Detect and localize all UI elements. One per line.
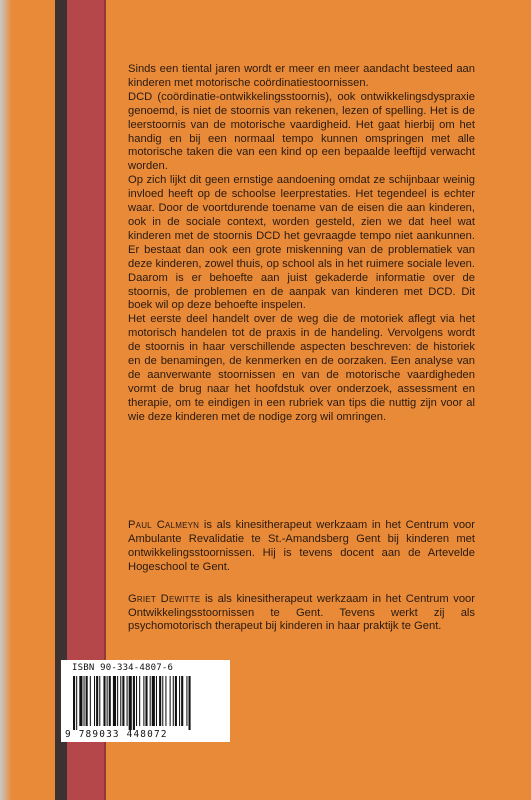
author-name-2: Griet Dewitte (128, 592, 201, 605)
barcode-bar-32 (179, 676, 180, 726)
barcode-bar-14 (120, 676, 121, 726)
blurb-paragraph-2: DCD (coördinatie-ontwikkelingsstoornis), ook ontwikkelingsdyspraxie genoemd, is niet de stoornis van rekenen, lezen of spelling. Het is de leerstoornis van de motorische vaardigheid. Het gaat hierbij om het handig en bij een normaal tempo kunnen omspringen met alle motorische taken die van een kind op een bepaalde leeftijd verwacht worden. (128, 90, 475, 173)
barcode-bar-20 (139, 676, 140, 726)
barcode-bars (65, 676, 226, 730)
blurb-text (128, 63, 475, 425)
author-name-1: Paul Calmeyn (128, 519, 200, 531)
barcode-bar-10 (107, 676, 108, 726)
barcode-bar-18 (133, 676, 135, 730)
author-bios (128, 519, 475, 652)
barcode-bar-8 (99, 676, 100, 726)
author-bio-1 (128, 519, 475, 575)
cover-left-edge (0, 0, 12, 800)
barcode-bar-0 (73, 676, 75, 730)
barcode-bar-3 (84, 676, 85, 726)
barcode-digits: 9 789033 448072 (65, 729, 168, 740)
barcode-bar-16 (127, 676, 128, 726)
isbn-barcode (61, 660, 230, 742)
barcode-bar-34 (186, 676, 187, 726)
barcode-bar-1 (76, 676, 77, 730)
blurb-paragraph-1: Sinds een tiental jaren wordt er meer en meer aandacht besteed aan kinderen met motorische coördinatiestoornissen. (128, 63, 475, 89)
barcode-bar-30 (173, 676, 174, 726)
barcode-bar-25 (156, 676, 157, 726)
barcode-bar-22 (145, 676, 147, 726)
barcode-bar-5 (90, 676, 91, 726)
barcode-bar-9 (103, 676, 105, 726)
barcode-bar-29 (170, 676, 171, 726)
barcode-bar-26 (159, 676, 161, 726)
barcode-bar-21 (143, 676, 144, 726)
barcode-bar-11 (109, 676, 111, 726)
barcode-bar-4 (86, 676, 88, 726)
barcode-bar-13 (117, 676, 118, 726)
barcode-bar-7 (96, 676, 98, 726)
barcode-bar-33 (181, 676, 183, 726)
barcode-bar-31 (175, 676, 177, 726)
barcode-bar-24 (152, 676, 155, 726)
author-bio-2 (128, 593, 475, 635)
barcode-bar-17 (129, 676, 132, 730)
blurb-paragraph-3: Op zich lijkt dit geen ernstige aandoening omdat ze schijnbaar weinig invloed heeft op de schoolse leerprestaties. Het tegendeel is echter waar. Door de voortdurende toename van de eisen die aan kinderen, ook in de sociale context, worden gesteld, zien we dat heel wat kinderen met de stoornis DCD het gevraagde tempo niet aankunnen. Er bestaat dan ook een grote miskenning van de problematiek van deze kinderen, zowel thuis, op school als in het ruimere sociale leven. Daarom is er behoefte aan juist gekaderde informatie over de stoornis, de problemen en de aanpak van kinderen met DCD. Dit boek wil op deze behoefte inspelen. (128, 174, 475, 312)
author-text-2: is als kinesitherapeut werkzaam in het Centrum voor Ontwikkelingsstoornissen te Gent. Tevens werkt zij als psychomotorisch therapeut bij kinderen in haar praktijk te Gent. (128, 592, 475, 633)
barcode-bar-23 (150, 676, 151, 726)
barcode-bar-2 (79, 676, 82, 726)
barcode-bar-6 (94, 676, 95, 726)
barcode-bar-19 (136, 676, 137, 726)
barcode-bar-28 (165, 676, 166, 726)
barcode-bar-12 (113, 676, 116, 726)
isbn-label: ISBN 90-334-4807-6 (72, 663, 174, 673)
barcode-bar-35 (189, 676, 191, 730)
barcode-bar-27 (162, 676, 163, 726)
blurb-paragraph-4: Het eerste deel handelt over de weg die de motoriek aflegt via het motorisch handelen tot de praxis in de handeling. Vervolgens wordt de stoornis in haar verschillende aspecten beschreven: de historiek en de benamingen, de kenmerken en de oorzaken. Een analyse van de aanverwante stoornissen en van de motorische vaardigheden vormt de brug naar het hoofdstuk over onderzoek, assessment en therapie, om te eindigen in een rubriek van tips die nuttig zijn voor al wie deze kinderen met de nodige zorg wil omringen. (128, 313, 475, 423)
author-text-1: is als kinesitherapeut werkzaam in het Centrum voor Ambulante Revalidatie te St.-Amandsberg Gent bij kinderen met ontwikkelingsstoornissen. Hij is tevens docent aan de Artevelde Hogeschool te Gent. (128, 519, 475, 573)
barcode-bar-15 (122, 676, 124, 726)
